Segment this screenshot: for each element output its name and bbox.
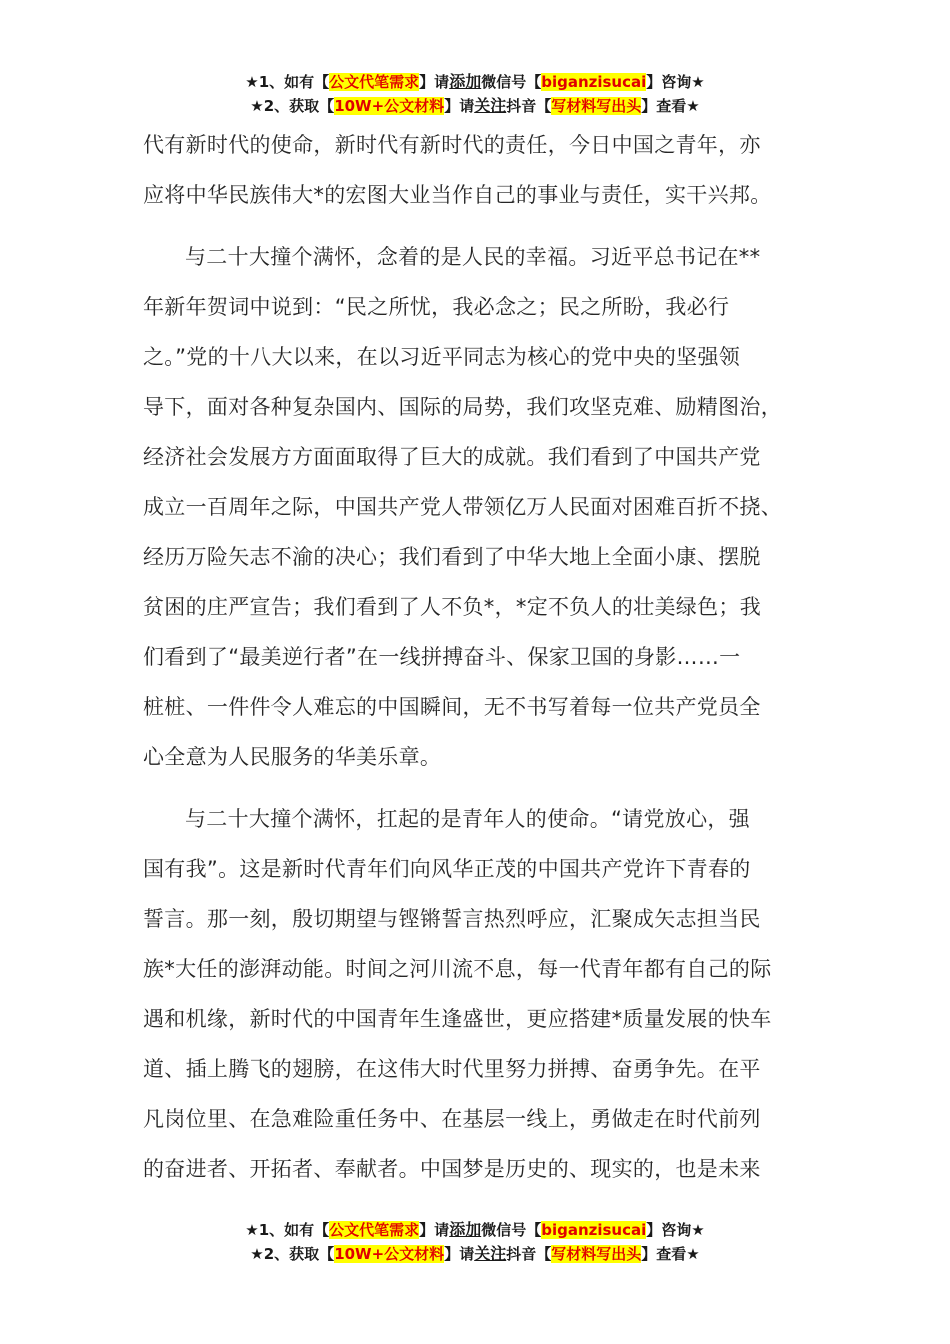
text-line: 们看到了“最美逆行者”在一线拼搏奋斗、保家卫国的身影……一 — [143, 645, 741, 669]
banner-text: 微信号【 — [481, 1221, 542, 1239]
banner-line-1 — [0, 1218, 950, 1242]
highlight-service: 公文代笔需求 — [329, 73, 420, 91]
paragraph — [143, 794, 810, 1194]
text-line: 凡岗位里、在急难险重任务中、在基层一线上，勇做走在时代前列 — [143, 1107, 761, 1131]
underlined-text: 关注 — [474, 1244, 507, 1263]
footer-banner — [0, 1218, 950, 1266]
banner-text: 抖音【 — [506, 1245, 552, 1263]
banner-text: 】咨询★ — [646, 73, 705, 91]
text-line: 之。”党的十八大以来，在以习近平同志为核心的党中央的坚强领 — [143, 345, 741, 369]
underlined-text: 添加 — [449, 72, 482, 91]
text-line: 成立一百周年之际，中国共产党人带领亿万人民面对困难百折不挠、 — [143, 495, 782, 519]
underlined-text: 添加 — [449, 1220, 482, 1239]
text-line: 与二十大撞个满怀，念着的是人民的幸福。习近平总书记在** — [185, 245, 761, 269]
banner-text: ★2、获取【 — [250, 97, 335, 115]
text-line: 代有新时代的使命，新时代有新时代的责任，今日中国之青年，亦 — [143, 133, 761, 157]
highlight-douyin: 写材料写出头 — [551, 1245, 642, 1263]
text-line: 遇和机缘，新时代的中国青年生逢盛世，更应搭建*质量发展的快车 — [143, 1007, 772, 1031]
banner-line-2 — [0, 94, 950, 118]
text-line: 经济社会发展方方面面取得了巨大的成就。我们看到了中国共产党 — [143, 445, 761, 469]
paragraph — [143, 232, 810, 782]
text-line: 族*大任的澎湃动能。时间之河川流不息，每一代青年都有自己的际 — [143, 957, 772, 981]
highlight-service: 公文代笔需求 — [329, 1221, 420, 1239]
banner-text: ★2、获取【 — [250, 1245, 335, 1263]
banner-line-1 — [0, 70, 950, 94]
highlight-materials: 10W+公文材料 — [334, 1245, 445, 1263]
banner-text: 】请 — [419, 73, 450, 91]
text-line: 年新年贺词中说到：“民之所忧，我必念之；民之所盼，我必行 — [143, 295, 730, 319]
text-line: 誓言。那一刻，殷切期望与铿锵誓言热烈呼应，汇聚成矢志担当民 — [143, 907, 761, 931]
text-line: 的奋进者、开拓者、奉献者。中国梦是历史的、现实的，也是未来 — [143, 1157, 761, 1181]
banner-text: 】请 — [419, 1221, 450, 1239]
highlight-wechat-id: biganzisucai — [541, 1221, 647, 1239]
text-line: 应将中华民族伟大*的宏图大业当作自己的事业与责任，实干兴邦。 — [143, 183, 772, 207]
text-line: 道、插上腾飞的翅膀，在这伟大时代里努力拼搏、奋勇争先。在平 — [143, 1057, 761, 1081]
highlight-wechat-id: biganzisucai — [541, 73, 647, 91]
text-line: 经历万险矢志不渝的决心；我们看到了中华大地上全面小康、摆脱 — [143, 545, 761, 569]
banner-text: 】请 — [444, 97, 475, 115]
header-banner — [0, 70, 950, 118]
text-line: 国有我”。这是新时代青年们向风华正茂的中国共产党许下青春的 — [143, 857, 751, 881]
banner-text: 】查看★ — [641, 1245, 700, 1263]
banner-text: 抖音【 — [506, 97, 552, 115]
banner-text: ★1、如有【 — [245, 73, 330, 91]
text-line: 贫困的庄严宣告；我们看到了人不负*，*定不负人的壮美绿色；我 — [143, 595, 761, 619]
highlight-materials: 10W+公文材料 — [334, 97, 445, 115]
highlight-douyin: 写材料写出头 — [551, 97, 642, 115]
banner-text: 】咨询★ — [646, 1221, 705, 1239]
banner-line-2 — [0, 1242, 950, 1266]
banner-text: ★1、如有【 — [245, 1221, 330, 1239]
paragraph — [143, 120, 810, 220]
text-line: 心全意为人民服务的华美乐章。 — [143, 745, 442, 769]
banner-text: 】查看★ — [641, 97, 700, 115]
text-line: 与二十大撞个满怀，扛起的是青年人的使命。“请党放心，强 — [185, 807, 750, 831]
document-body — [143, 120, 810, 1194]
text-line: 桩桩、一件件令人难忘的中国瞬间，无不书写着每一位共产党员全 — [143, 695, 761, 719]
text-line: 导下，面对各种复杂国内、国际的局势，我们攻坚克难、励精图治， — [143, 395, 782, 419]
underlined-text: 关注 — [474, 96, 507, 115]
banner-text: 微信号【 — [481, 73, 542, 91]
banner-text: 】请 — [444, 1245, 475, 1263]
